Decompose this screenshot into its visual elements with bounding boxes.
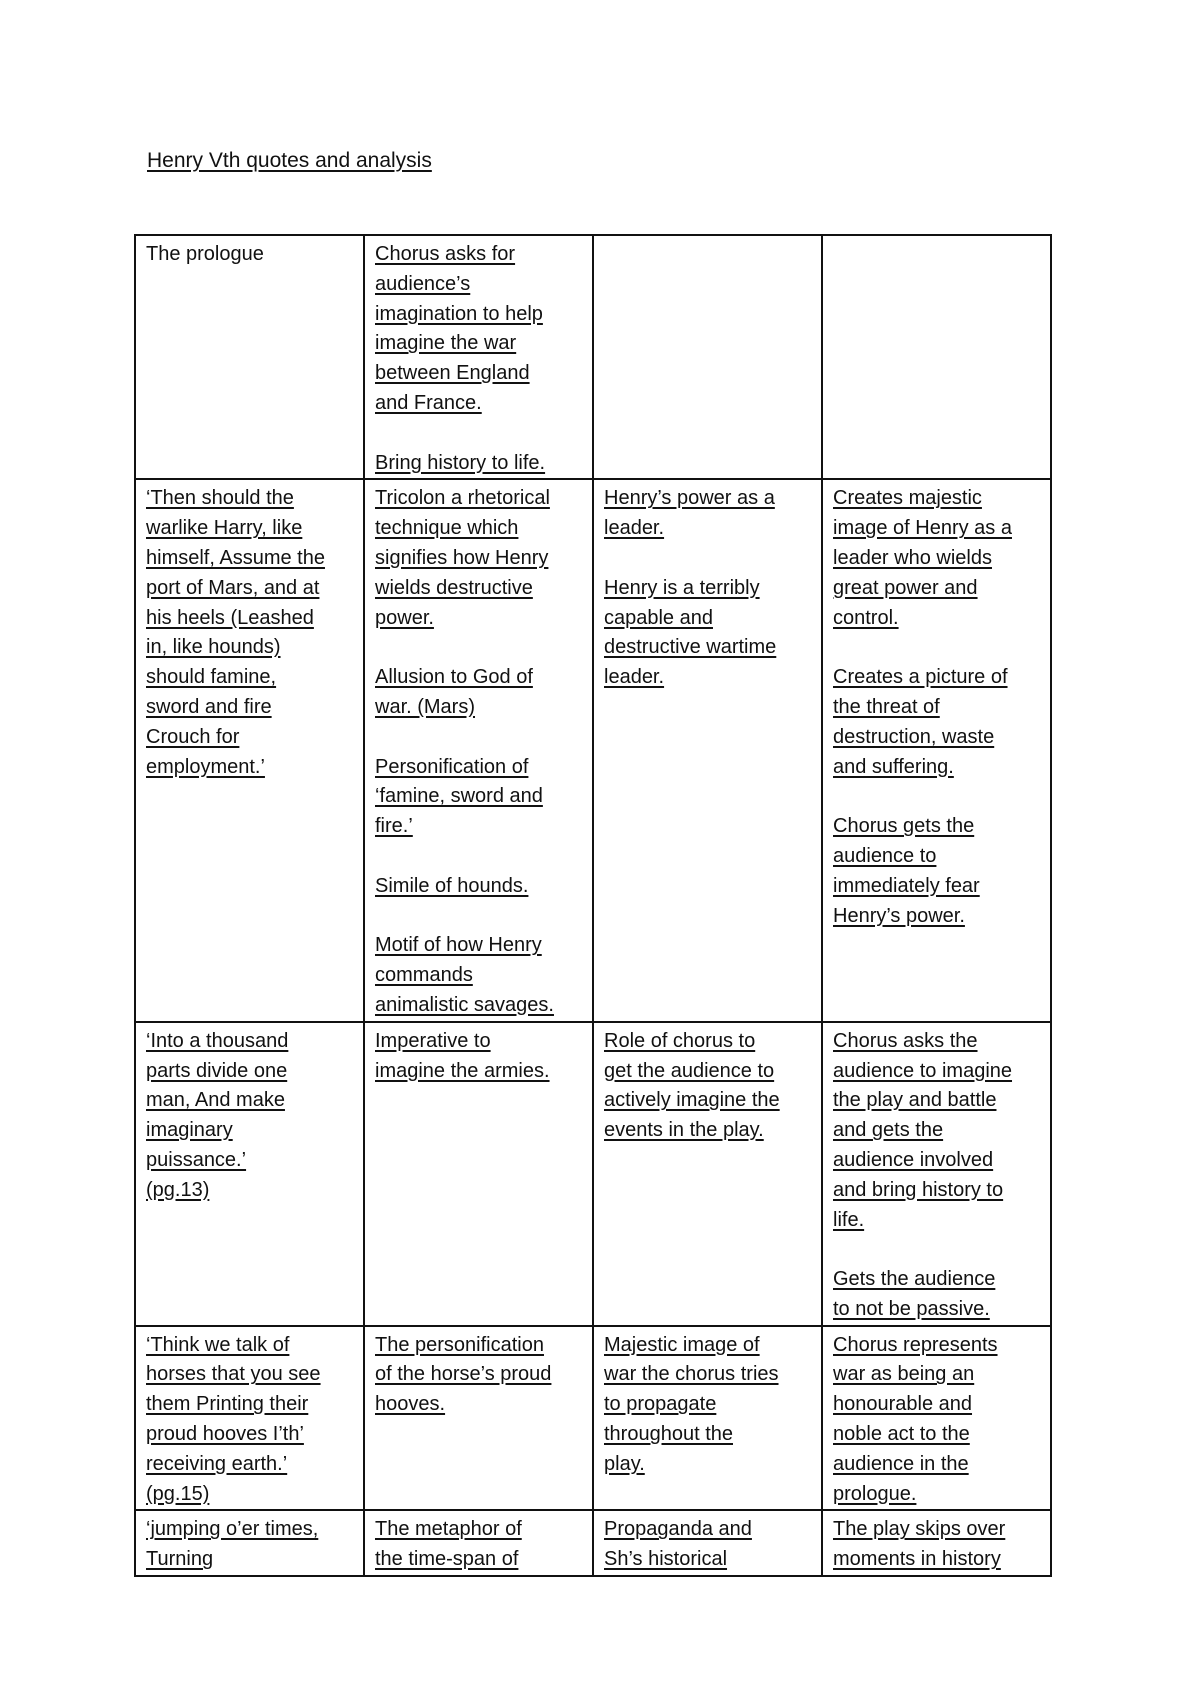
- cell-text: ‘Into a thousand parts divide one man, And make imaginary puissance.’ (pg.13): [146, 1029, 289, 1201]
- cell-text: Propaganda and Sh’s historical: [604, 1518, 752, 1571]
- table-cell: [822, 1510, 1051, 1576]
- cell-text: Motif of how Henry commands animalistic savages.: [375, 934, 554, 1016]
- cell-text: Creates majestic image of Henry as a leader who wields great power and control.: [833, 487, 1012, 629]
- table-cell: [593, 1510, 822, 1576]
- cell-text: Tricolon a rhetorical technique which signifies how Henry wields destructive power.: [375, 487, 550, 629]
- table-cell: [593, 235, 822, 479]
- table-row: [135, 1326, 1051, 1511]
- table-cell: [593, 1022, 822, 1326]
- table-cell: [364, 1326, 593, 1511]
- cell-text: Personification of ‘famine, sword and fire.’: [375, 755, 543, 838]
- table-cell: [822, 1326, 1051, 1511]
- cell-text: Chorus gets the audience to immediately fear Henry’s power.: [833, 815, 980, 927]
- table-row: [135, 235, 1051, 479]
- cell-text: Bring history to life.: [375, 451, 546, 474]
- cell-text: Imperative to imagine the armies.: [375, 1029, 550, 1082]
- table-row: [135, 1510, 1051, 1576]
- table-cell: [364, 1022, 593, 1326]
- cell-text: Henry is a terribly capable and destructive wartime leader.: [604, 576, 777, 689]
- table-cell: [364, 235, 593, 479]
- table-cell: [135, 1326, 364, 1511]
- cell-text: Henry’s power as a leader.: [604, 487, 775, 540]
- table-cell: [593, 479, 822, 1021]
- cell-text: The metaphor of the time-span of: [375, 1518, 522, 1571]
- table-cell: [135, 1510, 364, 1576]
- cell-text: The prologue: [146, 243, 264, 265]
- table-cell: [593, 1326, 822, 1511]
- cell-text: ‘Think we talk of horses that you see them Printing their proud hooves I’th’ receiving earth.’ (pg.15): [146, 1333, 321, 1505]
- cell-text: Simile of hounds.: [375, 874, 529, 897]
- cell-text: Role of chorus to get the audience to actively imagine the events in the play.: [604, 1029, 780, 1142]
- cell-text: The personification of the horse’s proud hooves.: [375, 1333, 552, 1416]
- cell-text: ‘Then should the warlike Harry, like himself, Assume the port of Mars, and at his heels (Leashed in, like hounds) should famine, sword and fire Crouch for employment.’: [146, 487, 325, 778]
- cell-text: Creates a picture of the threat of destruction, waste and suffering.: [833, 666, 1008, 778]
- cell-text: Chorus asks for audience’s imagination to help imagine the war between England and France.: [375, 243, 543, 414]
- cell-text: Allusion to God of war. (Mars): [375, 666, 533, 718]
- table-cell: [822, 1022, 1051, 1326]
- table-cell: [822, 479, 1051, 1021]
- cell-text: Majestic image of war the chorus tries to propagate throughout the play.: [604, 1333, 779, 1475]
- table-cell: [822, 235, 1051, 479]
- table-cell: [135, 235, 364, 479]
- table-cell: [135, 1022, 364, 1326]
- table-cell: [364, 479, 593, 1021]
- table-cell: [135, 479, 364, 1021]
- cell-text: ‘jumping o’er times, Turning: [146, 1518, 319, 1571]
- table-cell: [364, 1510, 593, 1576]
- table-row: [135, 479, 1051, 1021]
- cell-text: Gets the audience to not be passive.: [833, 1268, 996, 1320]
- page-title: Henry Vth quotes and analysis: [147, 149, 432, 172]
- table-row: [135, 1022, 1051, 1326]
- cell-text: Chorus represents war as being an honourable and noble act to the audience in the prologue.: [833, 1333, 998, 1505]
- cell-text: Chorus asks the audience to imagine the play and battle and gets the audience involved and bring history to life.: [833, 1029, 1013, 1231]
- analysis-table: [134, 234, 1052, 1577]
- cell-text: The play skips over moments in history: [833, 1518, 1006, 1571]
